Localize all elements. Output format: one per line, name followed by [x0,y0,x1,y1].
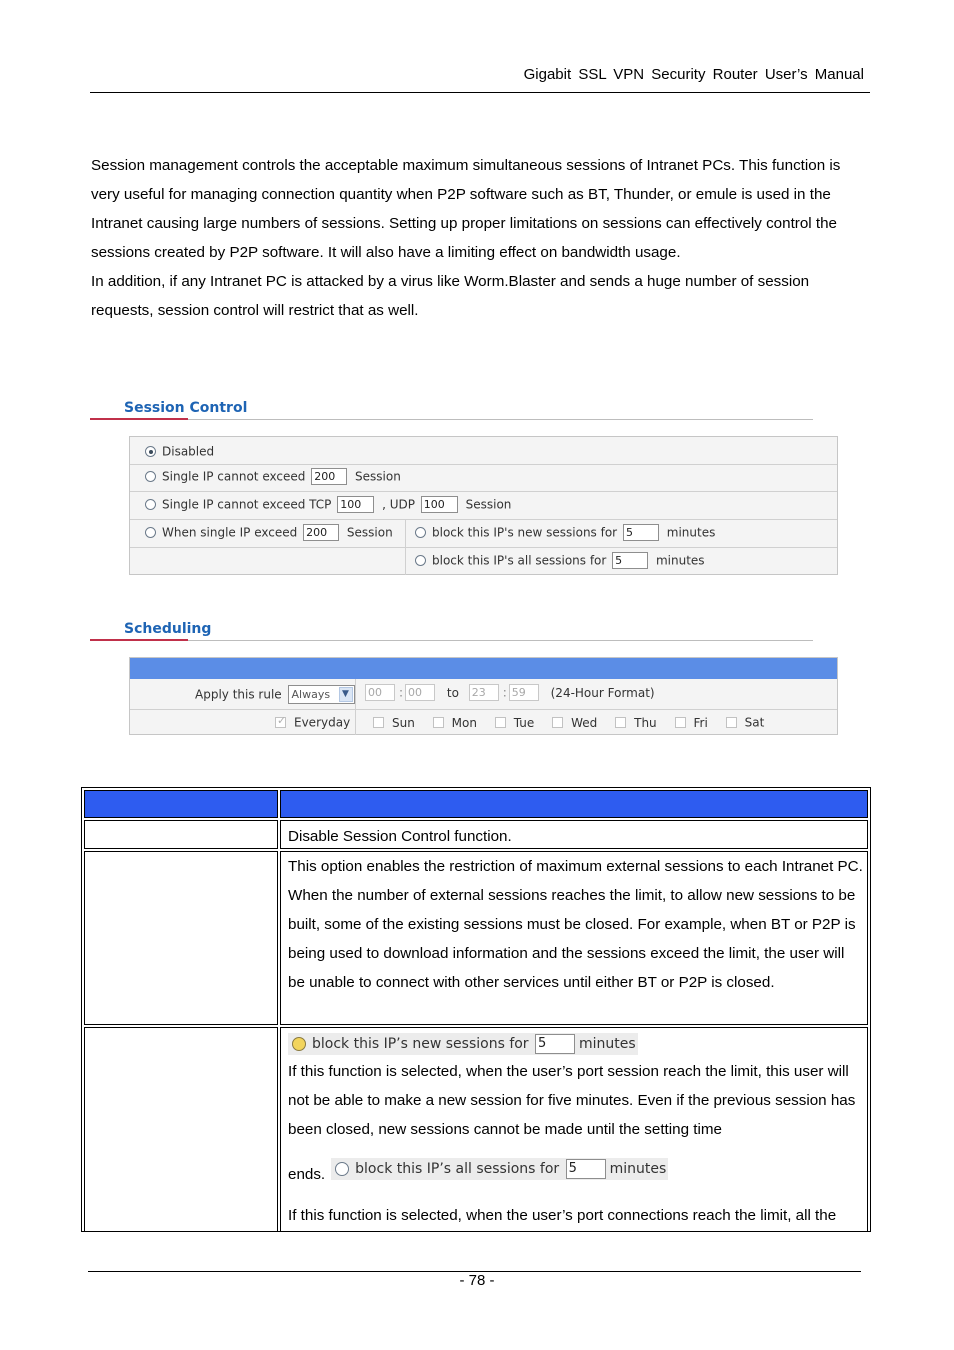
block-all-label: block this IP's all sessions for [432,553,607,568]
disabled-radio[interactable] [145,446,156,457]
when-exceed-label: When single IP exceed [162,525,298,540]
when-exceed-input[interactable]: 200 [303,524,339,541]
tcp-input[interactable]: 100 [337,496,374,513]
scheduling-title: Scheduling [124,621,212,637]
single-ip-radio[interactable] [145,471,156,482]
day-sat-checkbox[interactable] [726,717,737,728]
to-label: to [446,685,459,700]
single-ip-label: Single IP cannot exceed [162,469,306,484]
session-control-title: Session Control [124,400,248,416]
block-all-example-minutes: minutes [609,1161,667,1177]
block-all-radio[interactable] [415,555,426,566]
table-row [82,1025,870,1233]
block-new-label: block this IP's new sessions for [432,525,618,540]
block-new-example-radio [292,1037,306,1051]
start-colon: : [399,685,404,700]
tcp-udp-row [130,491,837,520]
day-tue-label: Tue [513,715,535,730]
day-thu-checkbox[interactable] [615,717,626,728]
day-sat-label: Sat [744,715,765,730]
format-note: (24-Hour Format) [550,685,655,700]
table-row-block-new-text: If this function is selected, when the user’s port session reach the limit, this user will not be able to make a new session for five minutes. Even if the previous session has been closed, new sessions cannot be made until the setting time [288,1063,856,1138]
day-fri-checkbox[interactable] [675,717,686,728]
table-row-ends-text: ends. [288,1166,326,1183]
check-icon: ✓ [277,714,287,727]
end-hour-input[interactable]: 23 [469,684,499,701]
single-ip-session-label: Session [355,469,401,484]
day-fri-label: Fri [693,715,708,730]
single-ip-input[interactable]: 200 [311,468,347,485]
everyday-checkbox[interactable] [275,714,287,728]
block-new-example-minutes: minutes [579,1036,636,1052]
intro-paragraph-2: In addition, if any Intranet PC is attacked by a virus like Worm.Blaster and sends a huge number of session requests, session control will restrict that as well. [91,272,810,319]
page-number: - 78 - [459,1272,495,1289]
intro-text [91,152,871,325]
block-all-example [331,1158,668,1180]
tcp-label: Single IP cannot exceed TCP [162,497,332,512]
scheduling-title-rule [90,639,813,642]
table-header-description [280,790,868,818]
session-control-panel [129,436,838,575]
table-row-single-ip-text: This option enables the restriction of maximum external sessions to each Intranet PC. When the number of external sessions reaches the limit, to allow new sessions to be built, some of the existing sessions must be closed. For example, when BT or P2P is being used to download information and the sessions exceed the limit, the user will be unable to connect with other services until either BT or P2P is closed. [288,858,863,991]
single-ip-row [130,464,837,492]
table-header-row [82,788,870,820]
block-new-minutes-label: minutes [666,525,716,540]
tcp-udp-session-label: Session [465,497,512,512]
block-all-input[interactable]: 5 [612,552,648,569]
udp-input[interactable]: 100 [421,496,458,513]
block-all-minutes-label: minutes [655,553,705,568]
when-exceed-session-label: Session [346,525,393,540]
when-exceed-radio[interactable] [145,527,156,538]
day-sun-checkbox[interactable] [373,717,384,728]
day-tue-checkbox[interactable] [495,717,506,728]
day-thu-label: Thu [634,715,657,730]
scheduling-header-bar [130,658,837,679]
day-mon-label: Mon [451,715,477,730]
apply-rule-select[interactable] [288,685,355,704]
days-row [130,709,837,735]
table-row-block-all-text: If this function is selected, when the user’s port connections reach the limit, all the [288,1207,837,1224]
table-row [82,849,870,1027]
block-new-example-label: block this IP’s new sessions for [312,1036,529,1052]
day-wed-checkbox[interactable] [552,717,563,728]
chevron-down-icon: ▼ [339,687,353,702]
start-hour-input[interactable]: 00 [365,684,395,701]
table-header-object [84,790,278,818]
header-rule [90,92,870,93]
day-wed-label: Wed [571,715,598,730]
day-mon-checkbox[interactable] [433,717,444,728]
block-all-row [130,547,837,575]
when-exceed-row [130,519,837,548]
block-all-example-input: 5 [566,1159,606,1179]
apply-rule-selected: Always [291,688,331,701]
block-all-example-radio [335,1162,349,1176]
day-sun-label: Sun [392,715,415,730]
end-colon: : [502,685,507,700]
scheduling-panel [129,657,838,735]
apply-rule-row [130,679,837,710]
everyday-label: Everyday [294,715,351,730]
block-new-radio[interactable] [415,527,426,538]
udp-label: , UDP [382,497,415,512]
intro-paragraph-1: Session management controls the acceptable maximum simultaneous sessions of Intranet PCs. This function is very useful for managing connection quantity when P2P software such as BT, Thunder, or emule is used in the Intranet causing large numbers of sessions. Setting up proper limitations on sessions can effectively control the sessions created by P2P software. It will also have a limiting effect on bandwidth usage. [91,157,841,261]
disabled-row [130,437,837,465]
page-header-title: Gigabit SSL VPN Security Router User’s Manual [523,66,864,83]
session-control-title-rule [90,418,813,421]
end-min-input[interactable]: 59 [509,684,539,701]
tcp-udp-radio[interactable] [145,499,156,510]
table-row-disabled-text: Disable Session Control function. [288,828,512,845]
description-table [81,787,871,1232]
table-row [82,818,870,851]
start-min-input[interactable]: 00 [405,684,435,701]
block-new-example-input: 5 [535,1034,575,1054]
disabled-label: Disabled [162,444,215,459]
block-new-example [288,1033,638,1055]
block-all-example-label: block this IP’s all sessions for [355,1161,560,1177]
block-new-input[interactable]: 5 [623,524,659,541]
apply-rule-label: Apply this rule [195,687,282,702]
